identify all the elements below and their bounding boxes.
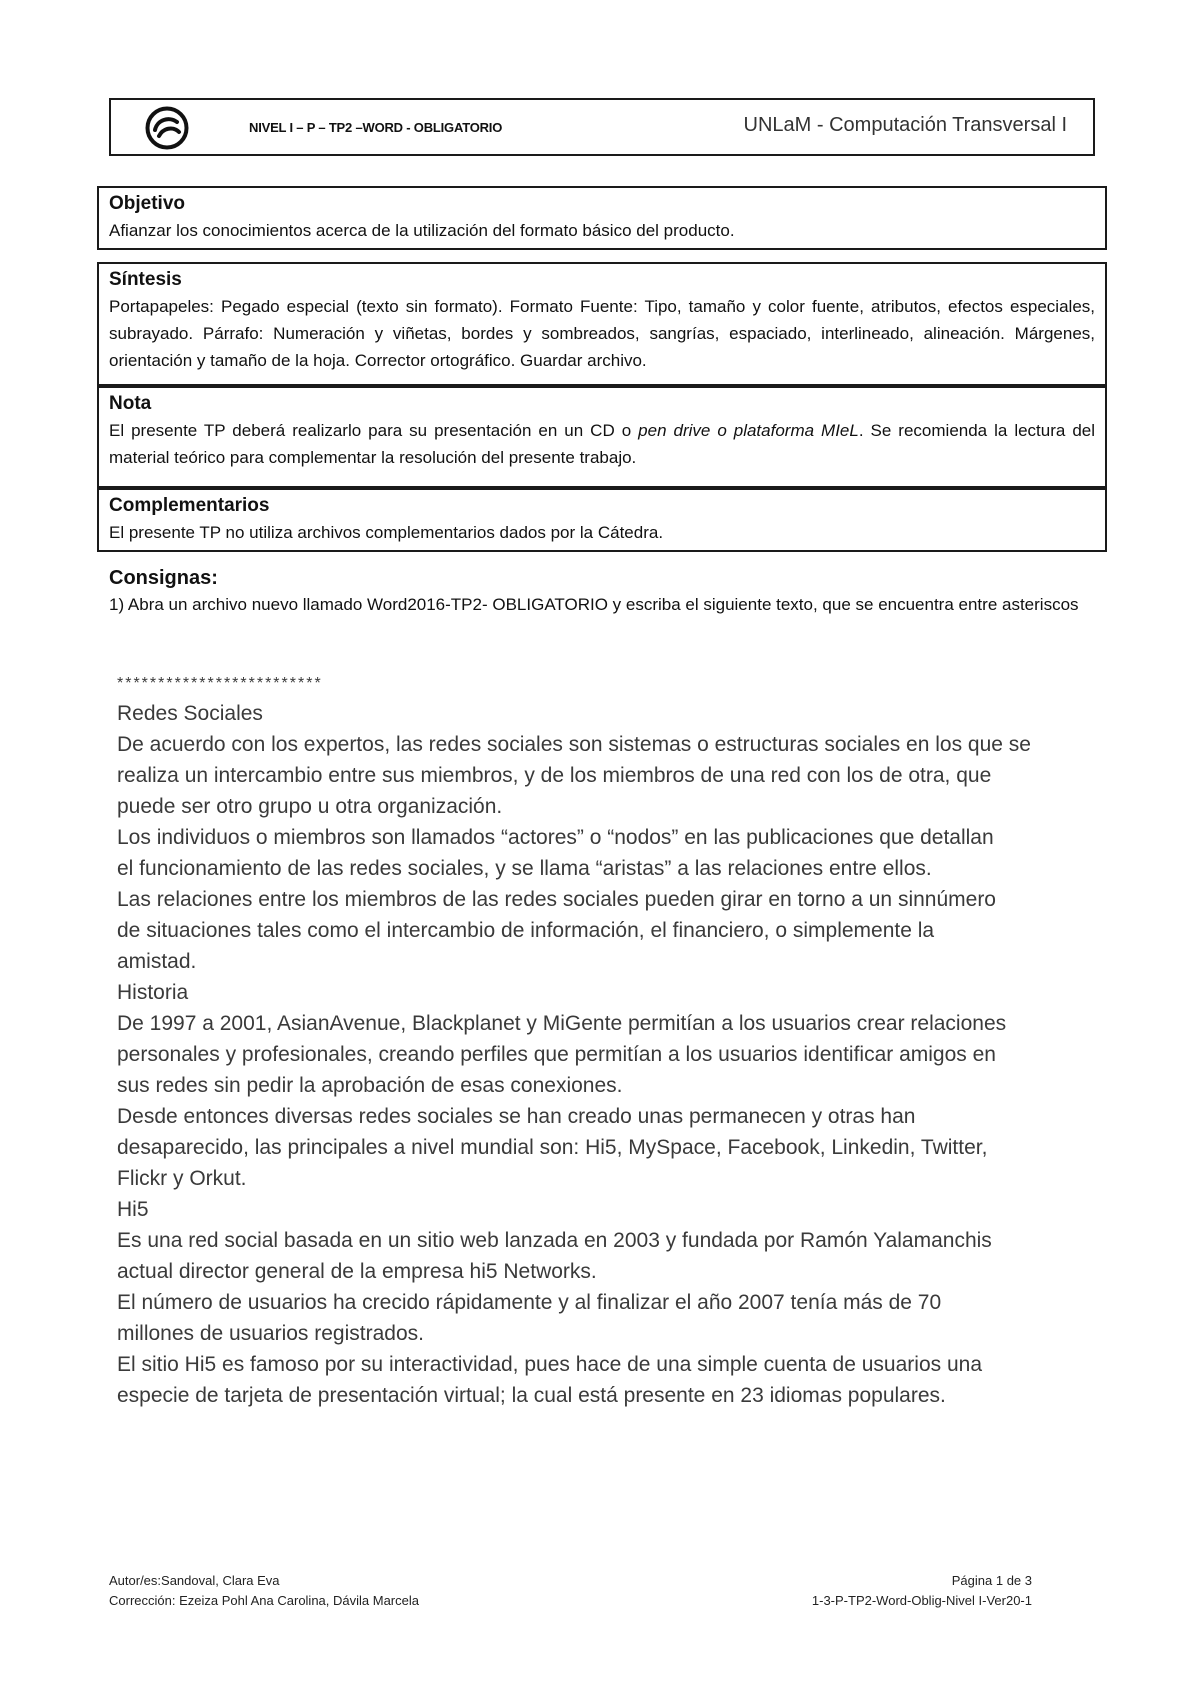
complementarios-title: Complementarios (109, 495, 270, 516)
sample-line: Desde entonces diversas redes sociales se han creado unas permanecen y otras han (117, 1105, 916, 1128)
sample-line: millones de usuarios registrados. (117, 1322, 424, 1345)
sample-line: sus redes sin pedir la aprobación de esas conexiones. (117, 1074, 623, 1097)
sintesis-title: Síntesis (109, 269, 182, 290)
sample-text-block (117, 673, 1097, 1411)
sample-line: especie de tarjeta de presentación virtual; la cual está presente en 23 idiomas populares. (117, 1384, 946, 1407)
sample-line: realiza un intercambio entre sus miembros, y de los miembros de una red con los de otra, que (117, 764, 992, 787)
complementarios-section (97, 488, 1107, 552)
nota-section (97, 386, 1107, 488)
header-level-title: NIVEL I – P – TP2 –WORD - OBLIGATORIO (249, 120, 503, 135)
nota-text (109, 417, 1095, 471)
footer-author: Autor/es:Sandoval, Clara Eva (109, 1573, 280, 1588)
sample-line: El número de usuarios ha crecido rápidamente y al finalizar el año 2007 tenía más de 70 (117, 1291, 942, 1314)
consignas-section (109, 565, 1089, 618)
unlam-logo-icon (145, 106, 189, 150)
footer-page-info (812, 1571, 1032, 1611)
consignas-item-number: 1) (109, 595, 125, 614)
consignas-item-text: Abra un archivo nuevo llamado Word2016-TP2- OBLIGATORIO y escriba el siguiente texto, que se encuentra entre asteriscos (127, 595, 1079, 614)
sample-line: el funcionamiento de las redes sociales, y se llama “aristas” a las relaciones entre ellos. (117, 857, 932, 880)
objetivo-section (97, 186, 1107, 250)
sample-line: Las relaciones entre los miembros de las redes sociales pueden girar en torno a un sinnúmero (117, 888, 996, 911)
sample-line: amistad. (117, 950, 197, 973)
sample-line: Hi5 (117, 1198, 149, 1221)
consignas-item-1 (109, 591, 1089, 618)
sample-line: puede ser otro grupo u otra organización. (117, 795, 503, 818)
sample-line: Redes Sociales (117, 702, 263, 725)
nota-text-end: . Se recomienda la lectura del material teórico para complementar la resolución del presente trabajo. (109, 421, 1096, 467)
footer-document-code: 1-3-P-TP2-Word-Oblig-Nivel I-Ver20-1 (811, 1593, 1032, 1608)
sample-line: de situaciones tales como el intercambio de información, el financiero, o simplemente la (117, 919, 935, 942)
consignas-title: Consignas: (109, 567, 218, 589)
document-header (109, 98, 1095, 156)
objetivo-title: Objetivo (109, 193, 186, 214)
sample-line: De acuerdo con los expertos, las redes sociales son sistemas o estructuras sociales en los que se (117, 733, 1031, 756)
footer-correction: Corrección: Ezeiza Pohl Ana Carolina, Dávila Marcela (109, 1593, 419, 1608)
objetivo-text: Afianzar los conocimientos acerca de la utilización del formato básico del producto. (109, 221, 735, 240)
complementarios-text: El presente TP no utiliza archivos complementarios dados por la Cátedra. (109, 523, 664, 542)
sample-line: desaparecido, las principales a nivel mundial son: Hi5, MySpace, Facebook, Linkedin, Twitter, (117, 1136, 988, 1159)
footer-page-number: Página 1 de 3 (951, 1573, 1032, 1588)
sample-line: personales y profesionales, creando perfiles que permitían a los usuarios identificar amigos en (117, 1043, 996, 1066)
sample-line: El sitio Hi5 es famoso por su interactividad, pues hace de una simple cuenta de usuarios una (117, 1353, 982, 1376)
nota-text-italic: pen drive o plataforma MIeL (638, 421, 859, 440)
sample-line: Los individuos o miembros son llamados “actores” o “nodos” en las publicaciones que detallan (117, 826, 994, 849)
nota-title: Nota (109, 393, 152, 414)
sintesis-section (97, 262, 1107, 386)
sample-line: Flickr y Orkut. (117, 1167, 247, 1190)
asterisk-separator: ************************* (117, 675, 323, 692)
sample-line: actual director general de la empresa hi5 Networks. (117, 1260, 597, 1283)
sample-line: Es una red social basada en un sitio web lanzada en 2003 y fundada por Ramón Yalamanchis (117, 1229, 992, 1252)
sample-line: De 1997 a 2001, AsianAvenue, Blackplanet y MiGente permitían a los usuarios crear relaciones (117, 1012, 1007, 1035)
header-institution: UNLaM - Computación Transversal I (743, 114, 1067, 136)
sintesis-text: Portapapeles: Pegado especial (texto sin formato). Formato Fuente: Tipo, tamaño y color fuente, atributos, efectos especiales, subrayado. Párrafo: Numeración y viñetas, bordes y sombreados, sangrías, espaciado, interlineado, alineación. Márgenes, orientación y tamaño de la hoja. Corrector ortográfico. Guardar archivo. (109, 297, 1095, 370)
nota-text-start: El presente TP deberá realizarlo para su presentación en un CD o (109, 421, 639, 440)
sample-line: Historia (117, 981, 189, 1004)
footer-credits (109, 1571, 419, 1611)
